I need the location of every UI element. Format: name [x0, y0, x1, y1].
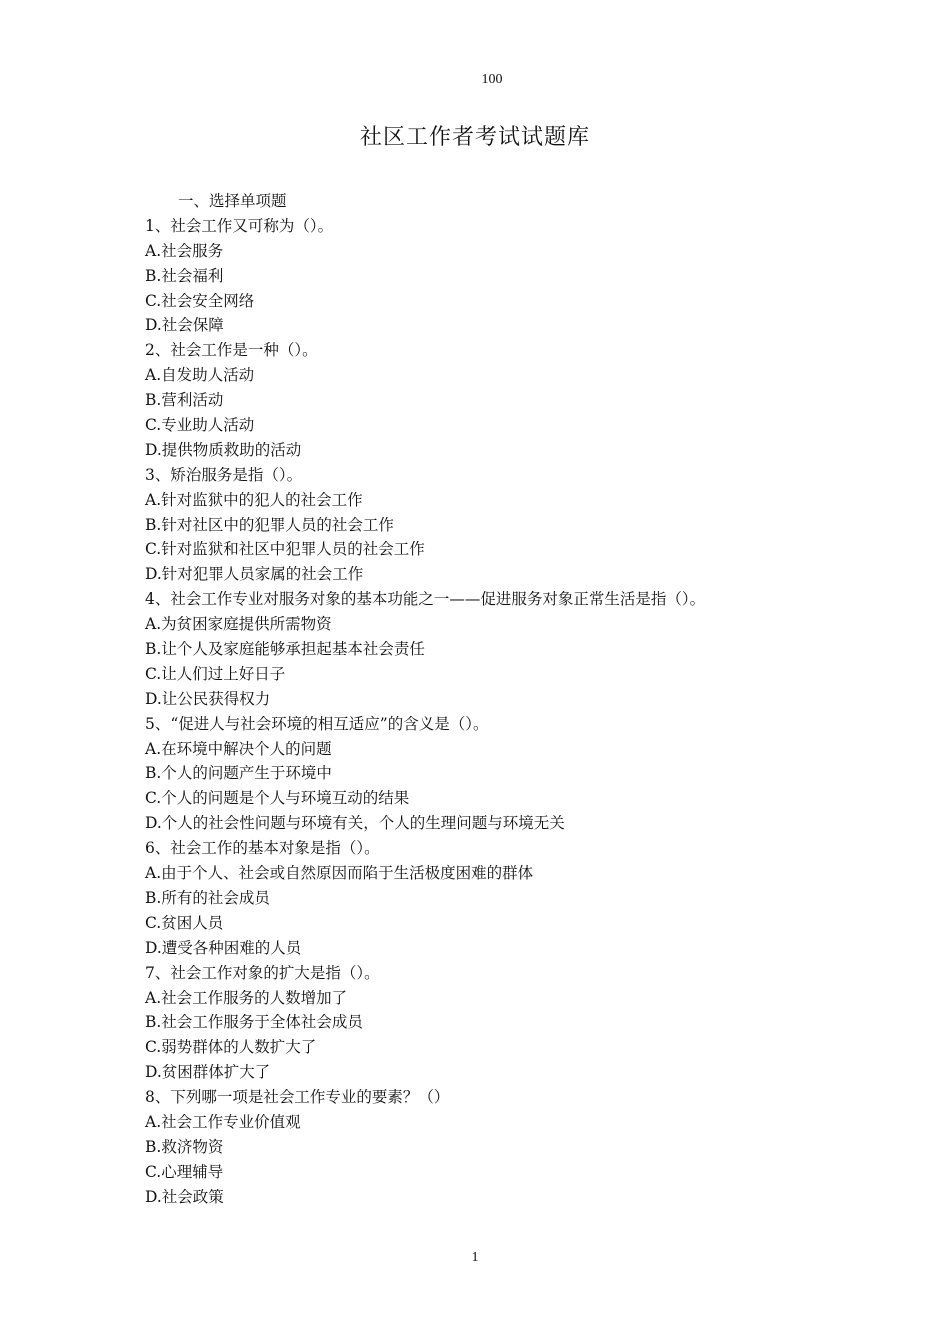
option-d: D.针对犯罪人员家属的社会工作	[145, 565, 364, 584]
option-a: A.为贫困家庭提供所需物资	[145, 615, 332, 634]
option-a: A.针对监狱中的犯人的社会工作	[145, 490, 363, 509]
question-block	[145, 961, 925, 1085]
option-a: A.自发助人活动	[145, 366, 255, 385]
option-c: C.社会安全网络	[145, 291, 255, 310]
option-d: D.社会保障	[145, 316, 224, 335]
document-body	[145, 189, 925, 1210]
question-text: 1、社会工作又可称为（）。	[145, 216, 334, 235]
option-c: C.专业助人活动	[145, 416, 255, 435]
question-text: 7、社会工作对象的扩大是指（）。	[145, 963, 380, 982]
option-d: D.个人的社会性问题与环境有关，个人的生理问题与环境无关	[145, 814, 565, 833]
question-text: 6、社会工作的基本对象是指（）。	[145, 839, 380, 858]
question-block	[145, 587, 925, 711]
option-c: C.个人的问题是个人与环境互动的结果	[145, 789, 410, 808]
page-number: 1	[471, 1250, 479, 1265]
question-text: 4、社会工作专业对服务对象的基本功能之一——促进服务对象正常生活是指（）。	[145, 590, 706, 609]
document-title: 社区工作者考试试题库	[359, 125, 590, 150]
question-block	[145, 1085, 925, 1209]
option-b: B.社会福利	[145, 266, 224, 285]
option-d: D.社会政策	[145, 1187, 224, 1206]
option-a: A.在环境中解决个人的问题	[145, 739, 332, 758]
option-b: B.让个人及家庭能够承担起基本社会责任	[145, 640, 425, 659]
option-d: D.贫困群体扩大了	[145, 1063, 271, 1082]
option-a: A.社会工作专业价值观	[145, 1112, 301, 1131]
option-b: B.社会工作服务于全体社会成员	[145, 1013, 363, 1032]
question-text: 2、社会工作是一种（）。	[145, 341, 318, 360]
option-d: D.提供物质救助的活动	[145, 440, 302, 459]
question-block	[145, 338, 925, 462]
question-block	[145, 463, 925, 587]
option-b: B.营利活动	[145, 391, 224, 410]
question-text: 3、矫治服务是指（）。	[145, 465, 303, 484]
option-d: D.遭受各种困难的人员	[145, 938, 302, 957]
option-a: A.由于个人、社会或自然原因而陷于生活极度困难的群体	[145, 864, 534, 883]
header-number: 100	[481, 72, 503, 87]
option-c: C.针对监狱和社区中犯罪人员的社会工作	[145, 540, 425, 559]
question-block	[145, 836, 925, 960]
option-c: C.弱势群体的人数扩大了	[145, 1038, 317, 1057]
option-b: B.救济物资	[145, 1137, 224, 1156]
option-b: B.针对社区中的犯罪人员的社会工作	[145, 515, 394, 534]
question-text: 8、下列哪一项是社会工作专业的要素？（）	[145, 1088, 450, 1107]
option-c: C.贫困人员	[145, 913, 224, 932]
option-a: A.社会服务	[145, 241, 224, 260]
option-a: A.社会工作服务的人数增加了	[145, 988, 348, 1007]
option-c: C.心理辅导	[145, 1162, 224, 1181]
question-block	[145, 712, 925, 836]
question-block	[145, 214, 925, 338]
option-b: B.所有的社会成员	[145, 888, 270, 907]
question-text: 5、“促进人与社会环境的相互适应”的含义是（）。	[145, 714, 489, 733]
option-c: C.让人们过上好日子	[145, 664, 286, 683]
section-heading: 一、选择单项题	[178, 192, 287, 210]
option-d: D.让公民获得权力	[145, 689, 271, 708]
option-b: B.个人的问题产生于环境中	[145, 764, 332, 783]
